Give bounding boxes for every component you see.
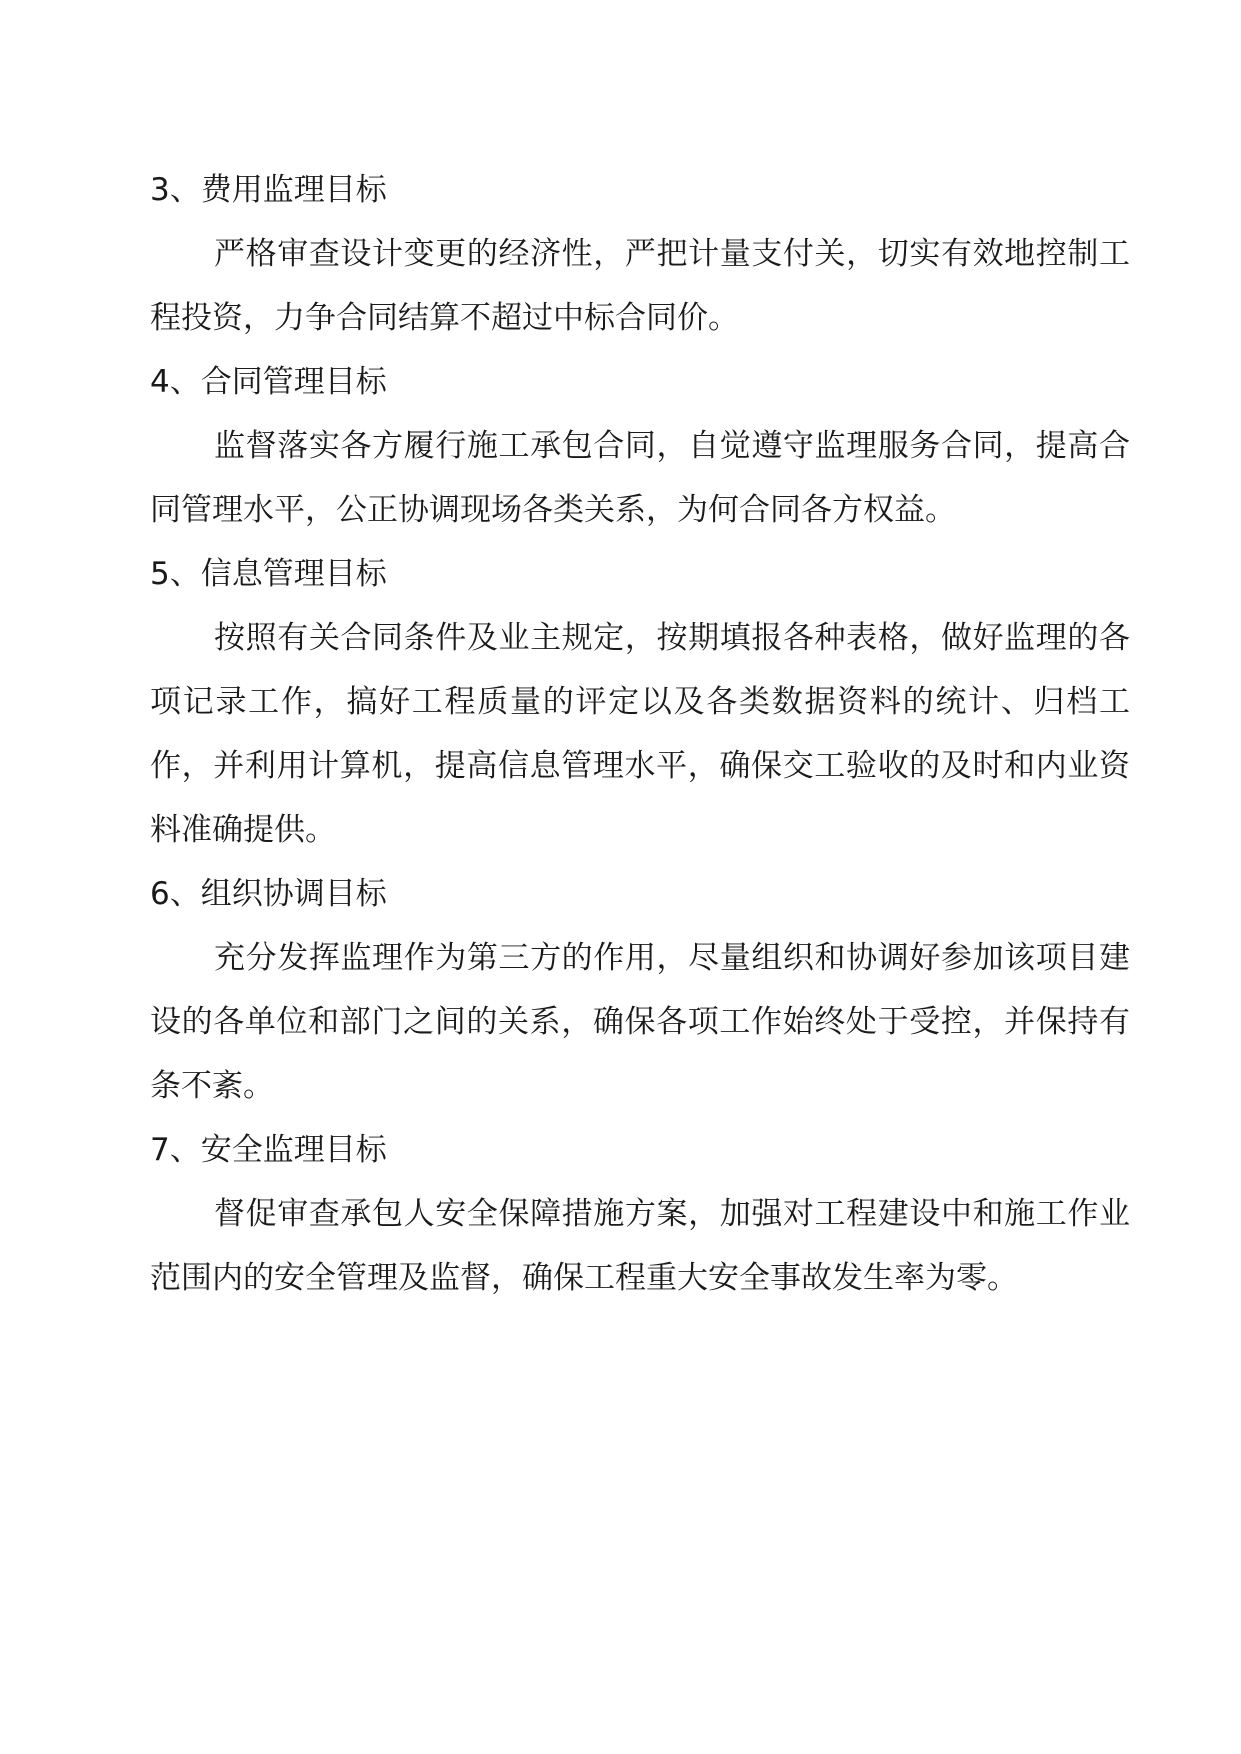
section-heading: 4、合同管理目标 <box>150 364 387 400</box>
section-heading: 3、费用监理目标 <box>150 172 387 208</box>
section-contract-management <box>150 350 1130 542</box>
section-heading: 7、安全监理目标 <box>150 1132 387 1168</box>
section-paragraph: 监督落实各方履行施工承包合同，自觉遵守监理服务合同，提高合同管理水平，公正协调现场各类关系，为何合同各方权益。 <box>150 428 1130 528</box>
section-coordination <box>150 862 1130 1118</box>
section-information-management <box>150 542 1130 862</box>
section-paragraph: 严格审查设计变更的经济性，严把计量支付关，切实有效地控制工程投资，力争合同结算不超过中标合同价。 <box>150 236 1130 336</box>
section-heading: 6、组织协调目标 <box>150 876 387 912</box>
section-cost-supervision <box>150 158 1130 350</box>
section-safety-supervision <box>150 1118 1130 1310</box>
section-paragraph: 按照有关合同条件及业主规定，按期填报各种表格，做好监理的各项记录工作，搞好工程质量的评定以及各类数据资料的统计、归档工作，并利用计算机，提高信息管理水平，确保交工验收的及时和内业资料准确提供。 <box>150 620 1130 848</box>
section-paragraph: 督促审查承包人安全保障措施方案，加强对工程建设中和施工作业范围内的安全管理及监督，确保工程重大安全事故发生率为零。 <box>150 1196 1130 1296</box>
section-paragraph: 充分发挥监理作为第三方的作用，尽量组织和协调好参加该项目建设的各单位和部门之间的关系，确保各项工作始终处于受控，并保持有条不紊。 <box>150 940 1130 1104</box>
document-page <box>150 158 1130 1310</box>
section-heading: 5、信息管理目标 <box>150 556 387 592</box>
